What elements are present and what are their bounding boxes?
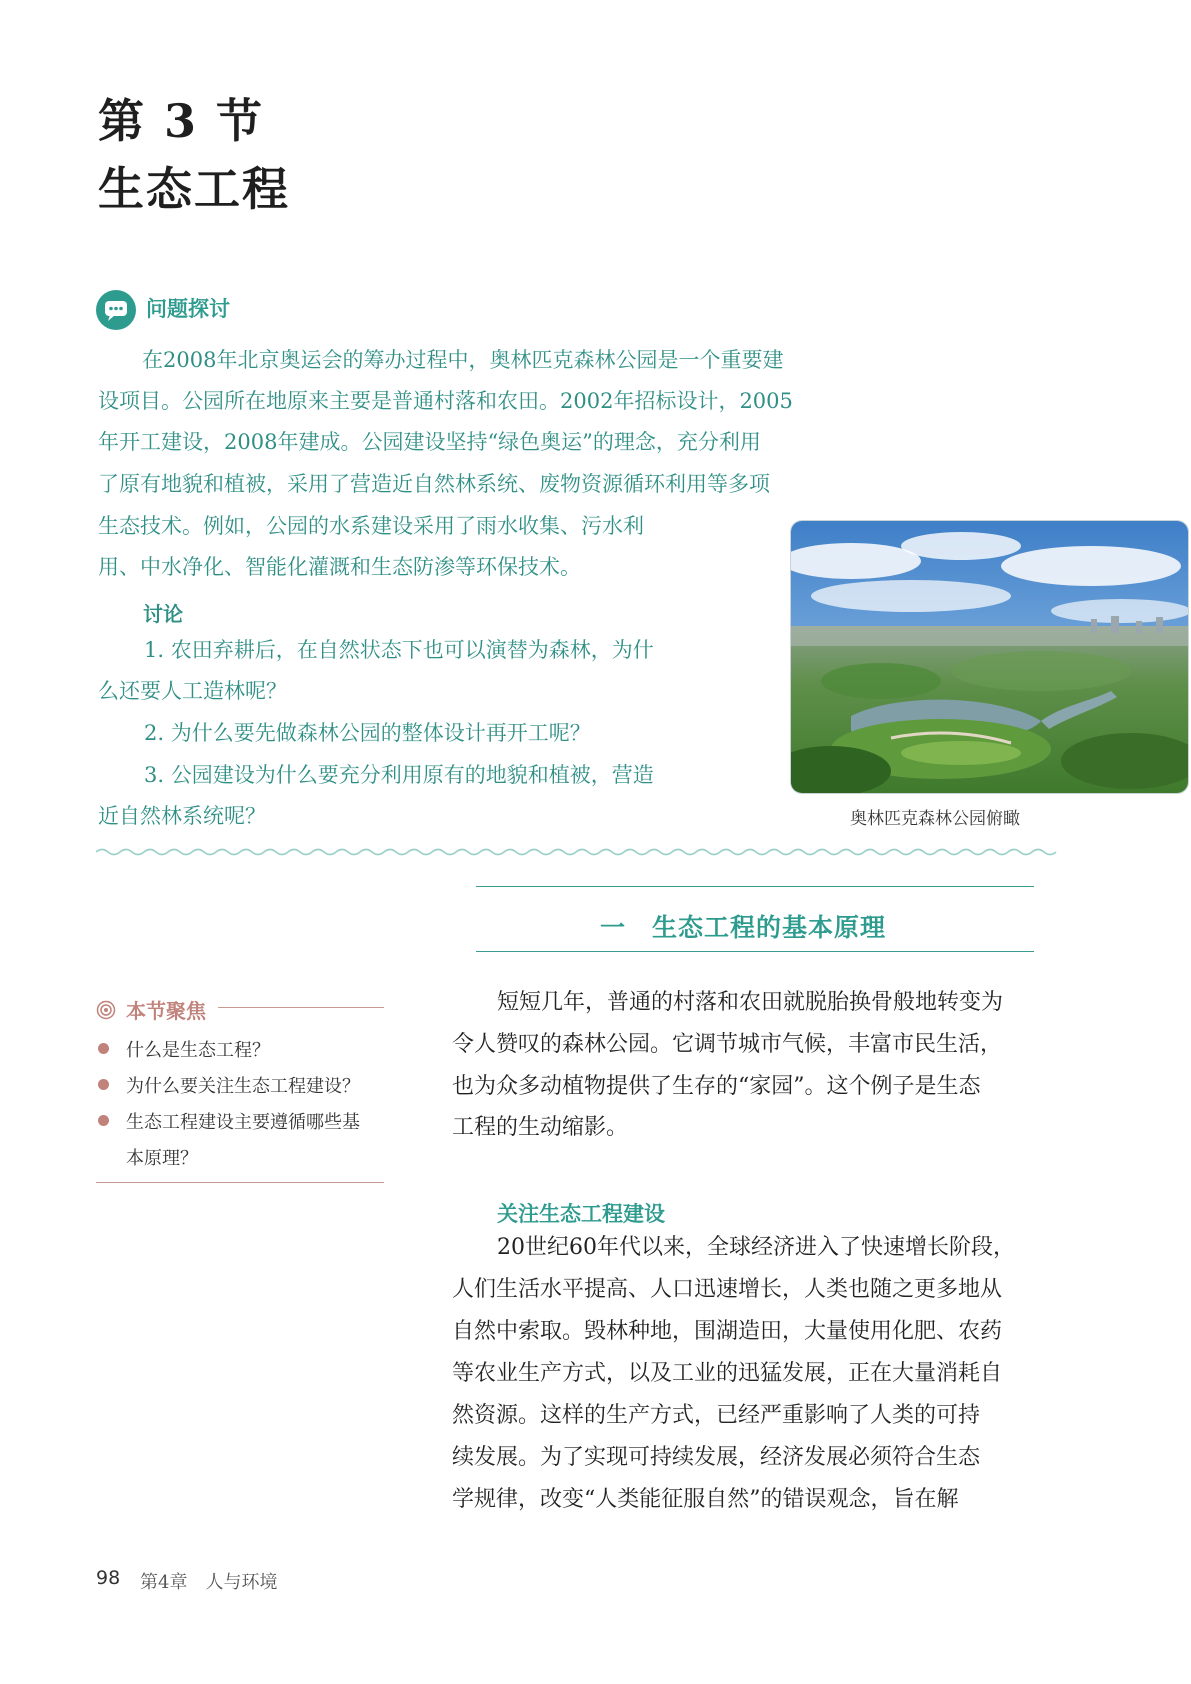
body-line: 也为众多动植物提供了生存的“家园”。这个例子是生态 <box>452 1074 981 1099</box>
bullet-dot <box>98 1115 109 1126</box>
page-number: 98 <box>96 1567 121 1589</box>
body-line: 然资源。这样的生产方式，已经严重影响了人类的可持 <box>452 1403 981 1428</box>
body-line: 令人赞叹的森林公园。它调节城市气候，丰富市民生活， <box>452 1032 1003 1057</box>
bullet-dot <box>98 1079 109 1090</box>
discussion-heading: 讨论 <box>143 602 183 626</box>
discussion-line: 2. 为什么要先做森林公园的整体设计再开工呢？ <box>144 721 591 745</box>
inquiry-line: 年开工建设，2008年建成。公园建设坚持“绿色奥运”的理念，充分利用 <box>98 430 761 454</box>
section-number: 第 3 节 <box>98 94 265 148</box>
subsection-bottom-rule <box>476 951 1034 952</box>
chapter-footer: 第4章 人与环境 <box>140 1572 278 1593</box>
body-line: 20世纪60年代以来，全球经济进入了快速增长阶段， <box>497 1235 1015 1260</box>
focus-heading: 本节聚焦 <box>126 999 206 1023</box>
focus-bottom-rule <box>96 1182 384 1183</box>
inquiry-line: 用、中水净化、智能化灌溉和生态防渗等环保技术。 <box>98 555 581 579</box>
wavy-divider <box>96 842 1062 861</box>
focus-top-rule <box>218 1007 384 1008</box>
body-line: 人们生活水平提高、人口迅速增长，人类也随之更多地从 <box>452 1277 1003 1302</box>
subsection-title: 一 生态工程的基本原理 <box>600 913 887 942</box>
discussion-line: 么还要人工造林呢？ <box>98 679 287 703</box>
body-line: 短短几年，普通的村落和农田就脱胎换骨般地转变为 <box>497 990 1004 1015</box>
subsection-top-rule <box>476 886 1034 887</box>
section-title: 生态工程 <box>98 162 290 216</box>
body-line: 续发展。为了实现可持续发展，经济发展必须符合生态 <box>452 1445 981 1470</box>
chat-bubble-icon <box>96 290 136 330</box>
inquiry-line: 了原有地貌和植被，采用了营造近自然林系统、废物资源循环利用等多项 <box>98 472 770 496</box>
inquiry-line: 在2008年北京奥运会的筹办过程中，奥林匹克森林公园是一个重要建 <box>142 348 784 372</box>
body-line: 自然中索取。毁林种地，围湖造田，大量使用化肥、农药 <box>452 1319 1003 1344</box>
inquiry-line: 设项目。公园所在地原来主要是普通村落和农田。2002年招标设计，2005 <box>98 389 793 413</box>
target-icon <box>96 1000 116 1024</box>
inquiry-heading: 问题探讨 <box>146 297 230 321</box>
focus-item: 本原理？ <box>126 1148 198 1169</box>
subheading-focus-ecoengineering: 关注生态工程建设 <box>497 1202 665 1226</box>
body-line: 等农业生产方式，以及工业的迅猛发展，正在大量消耗自 <box>452 1361 1003 1386</box>
focus-item: 什么是生态工程？ <box>126 1040 270 1061</box>
park-aerial-photo <box>790 520 1189 794</box>
focus-item: 为什么要关注生态工程建设？ <box>126 1076 360 1097</box>
body-line: 工程的生动缩影。 <box>452 1115 629 1140</box>
focus-item: 生态工程建设主要遵循哪些基 <box>126 1112 360 1133</box>
inquiry-line: 生态技术。例如，公园的水系建设采用了雨水收集、污水利 <box>98 514 644 538</box>
photo-caption: 奥林匹克森林公园俯瞰 <box>850 809 1020 829</box>
bullet-dot <box>98 1043 109 1054</box>
body-line: 学规律，改变“人类能征服自然”的错误观念，旨在解 <box>452 1487 959 1512</box>
discussion-line: 1. 农田弃耕后，在自然状态下也可以演替为森林，为什 <box>144 638 654 662</box>
discussion-line: 3. 公园建设为什么要充分利用原有的地貌和植被，营造 <box>144 763 654 787</box>
discussion-line: 近自然林系统呢？ <box>98 804 266 828</box>
